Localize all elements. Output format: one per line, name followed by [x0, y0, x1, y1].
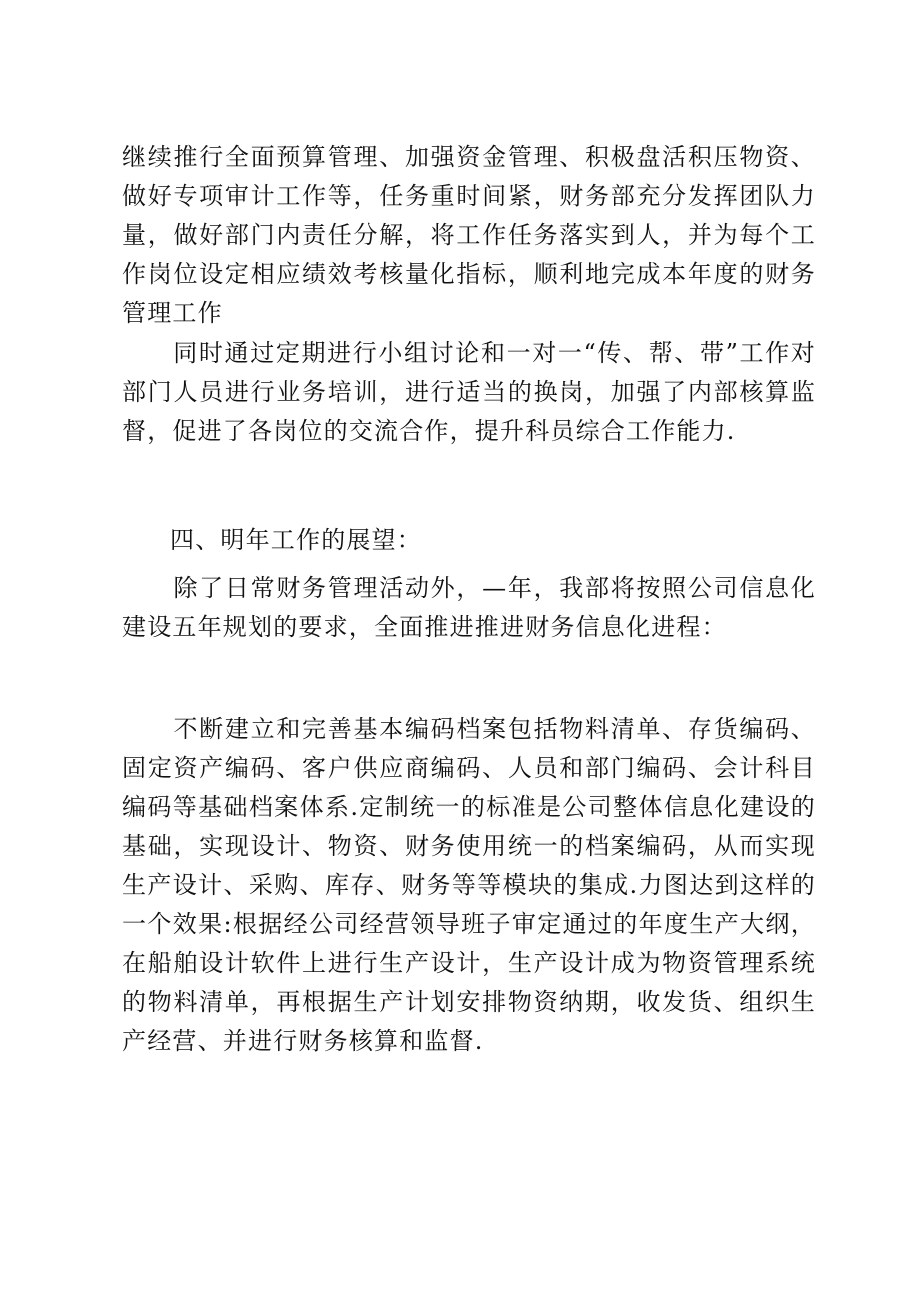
paragraph-coding-archive-system: 不断建立和完善基本编码档案包括物料清单、存货编码、固定资产编码、客户供应商编码、人员和部门编码、会计科目编码等基础档案体系.定制统一的标准是公司整体信息化建设的基础，实现设计、物资、财务使用统一的档案编码，从而实现生产设计、采购、库存、财务等等模块的集成.力图达到这样的一个效果:根据经公司经营领导班子审定通过的年度生产大纲，在船舶设计软件上进行生产设计，生产设计成为物资管理系统的物料清单，再根据生产计划安排物资纳期，收发货、组织生产经营、并进行财务核算和监督.	[122, 715, 816, 1055]
paragraph-staff-training: 同时通过定期进行小组讨论和一对一“传、帮、带”工作对部门人员进行业务培训，进行适当的换岗，加强了内部核算监督，促进了各岗位的交流合作，提升科员综合工作能力.	[122, 339, 816, 445]
paragraph-informatization-plan: 除了日常财务管理活动外，—年，我部将按照公司信息化建设五年规划的要求，全面推进推进财务信息化进程：	[122, 574, 816, 641]
section-heading-next-year-outlook: 四、明年工作的展望：	[170, 526, 422, 554]
paragraph-budget-management: 继续推行全面预算管理、加强资金管理、积极盘活积压物资、做好专项审计工作等，任务重时间紧，财务部充分发挥团队力量，做好部门内责任分解，将工作任务落实到人，并为每个工作岗位设定相应绩效考核量化指标，顺利地完成本年度的财务管理工作	[122, 143, 816, 327]
